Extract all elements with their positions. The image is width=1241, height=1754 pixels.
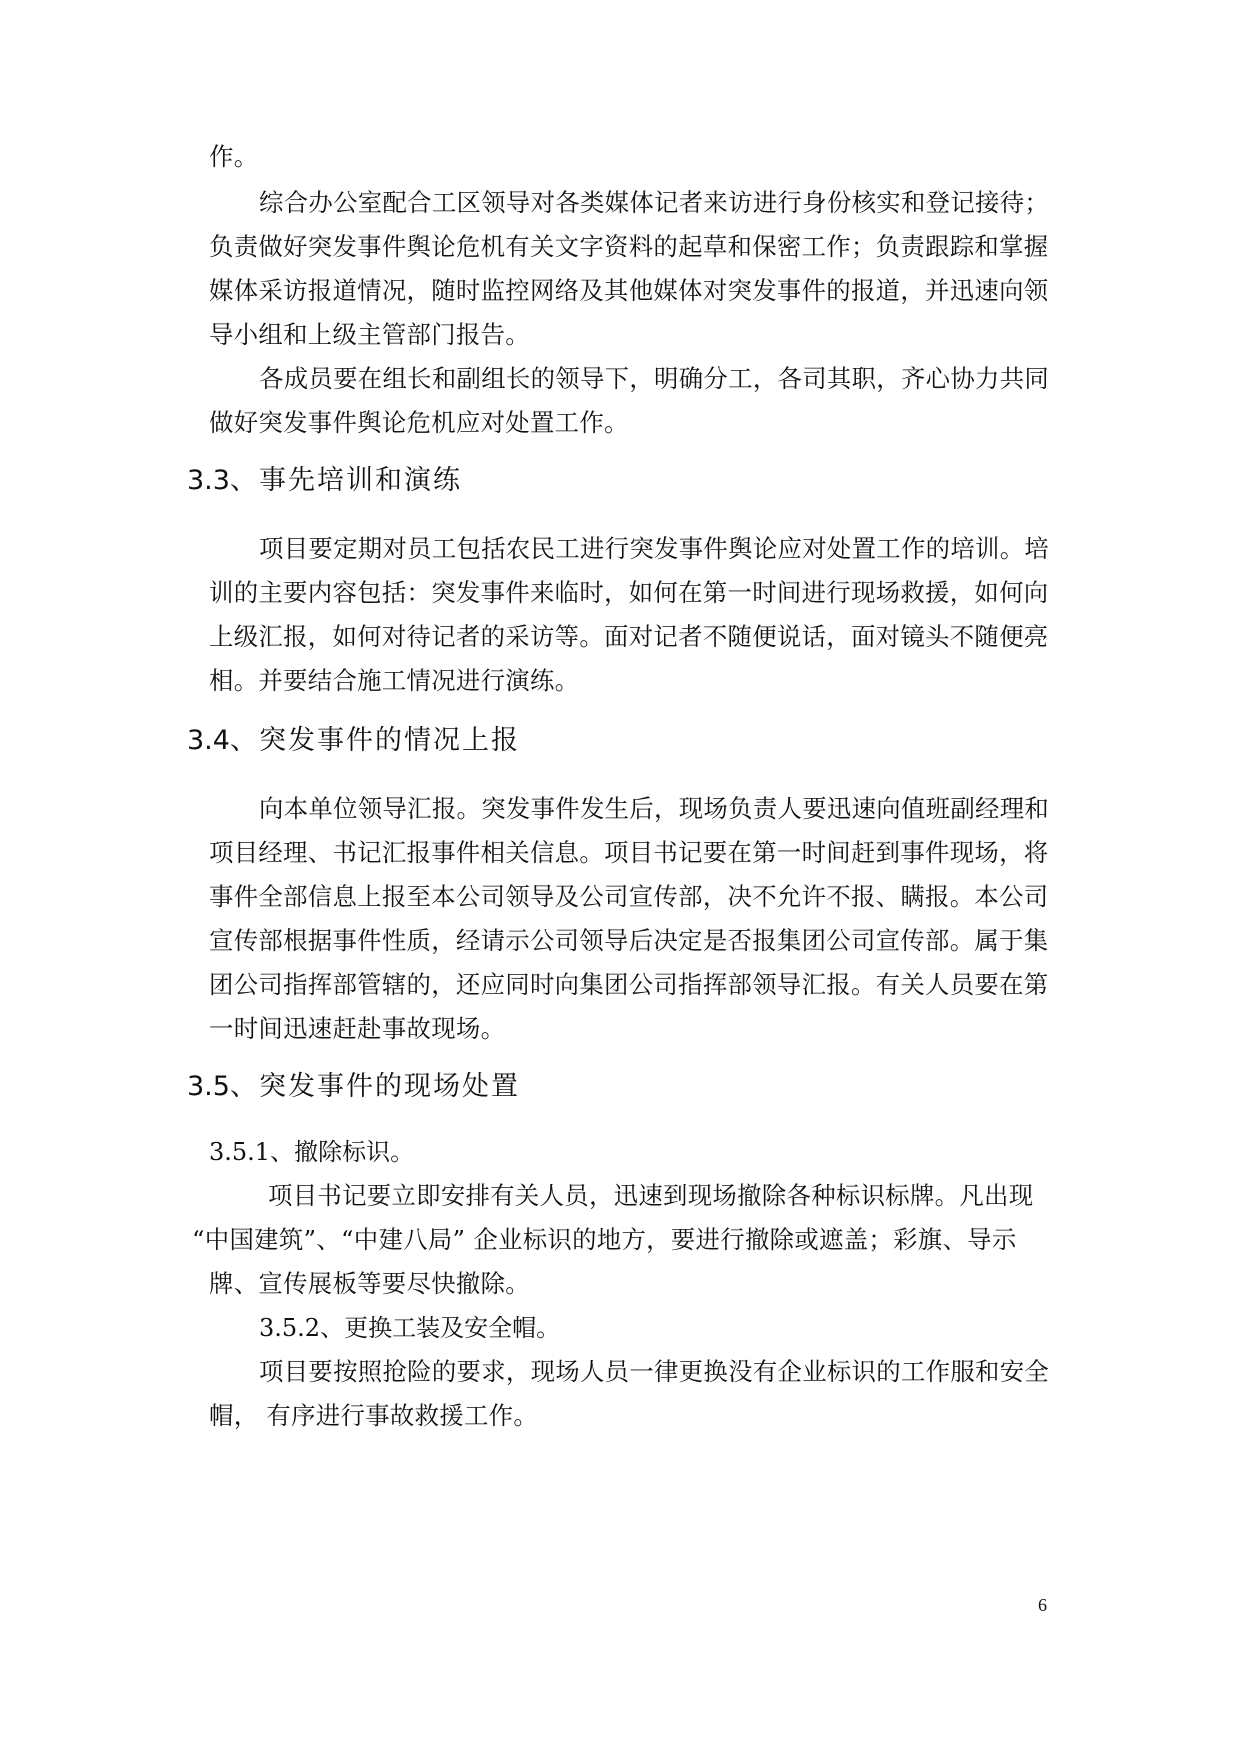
page-number: 6: [1038, 1595, 1047, 1615]
paragraph-line: 相。并要结合施工情况进行演练。: [209, 666, 580, 695]
paragraph-line: 一时间迅速赶赴事故现场。: [209, 1014, 506, 1043]
paragraph-line: 做好突发事件舆论危机应对处置工作。: [209, 408, 629, 437]
paragraph-line: 项目要定期对员工包括农民工进行突发事件舆论应对处置工作的培训。培: [259, 534, 1050, 563]
paragraph-line: 各成员要在组长和副组长的领导下，明确分工，各司其职，齐心协力共同: [259, 364, 1050, 393]
paragraph-line: 牌、宣传展板等要尽快撤除。: [209, 1269, 530, 1298]
paragraph-line: 上级汇报，如何对待记者的采访等。面对记者不随便说话，面对镜头不随便亮: [209, 622, 1049, 651]
paragraph-line: 训的主要内容包括：突发事件来临时，如何在第一时间进行现场救援，如何向: [209, 578, 1049, 607]
section-heading-3-4: [187, 724, 520, 758]
paragraph-line: 负责做好突发事件舆论危机有关文字资料的起草和保密工作；负责跟踪和掌握: [209, 232, 1049, 261]
paragraph-line: 团公司指挥部管辖的，还应同时向集团公司指挥部领导汇报。有关人员要在第: [209, 970, 1049, 999]
paragraph-line: 综合办公室配合工区领导对各类媒体记者来访进行身份核实和登记接待；: [259, 188, 1050, 217]
paragraph-line: 帽， 有序进行事故救援工作。: [209, 1401, 539, 1430]
section-heading-3-5: [187, 1070, 520, 1104]
section-title: 、突发事件的现场处置: [229, 1071, 520, 1102]
paragraph-line: 导小组和上级主管部门报告。: [209, 320, 530, 349]
section-heading-3-3: [187, 464, 462, 498]
paragraph-line: 向本单位领导汇报。突发事件发生后，现场负责人要迅速向值班副经理和: [259, 794, 1050, 823]
paragraph-line: 项目要按照抢险的要求，现场人员一律更换没有企业标识的工作服和安全: [259, 1357, 1050, 1386]
section-number: 3.4: [187, 725, 230, 756]
section-number: 3.5: [187, 1071, 230, 1102]
paragraph-line: 项目书记要立即安排有关人员，迅速到现场撤除各种标识标牌。凡出现: [268, 1181, 1034, 1210]
subsection-heading-3-5-1: 3.5.1、撤除标识。: [209, 1138, 415, 1166]
paragraph-line: 媒体采访报道情况，随时监控网络及其他媒体对突发事件的报道，并迅速向领: [209, 276, 1049, 305]
subsection-heading-3-5-2: 3.5.2、更换工装及安全帽。: [259, 1314, 561, 1342]
paragraph-line: 事件全部信息上报至本公司领导及公司宣传部，决不允许不报、瞒报。本公司: [209, 882, 1049, 911]
paragraph-line: 宣传部根据事件性质，经请示公司领导后决定是否报集团公司宣传部。属于集: [209, 926, 1049, 955]
section-title: 、事先培训和演练: [229, 465, 462, 496]
paragraph-line: 作。: [209, 142, 259, 171]
section-number: 3.3: [187, 465, 230, 496]
section-title: 、突发事件的情况上报: [229, 725, 520, 756]
paragraph-line: “中国建筑”、“中建八局” 企业标识的地方，要进行撤除或遮盖；彩旗、导示: [192, 1225, 1017, 1254]
paragraph-line: 项目经理、书记汇报事件相关信息。项目书记要在第一时间赶到事件现场，将: [209, 838, 1049, 867]
